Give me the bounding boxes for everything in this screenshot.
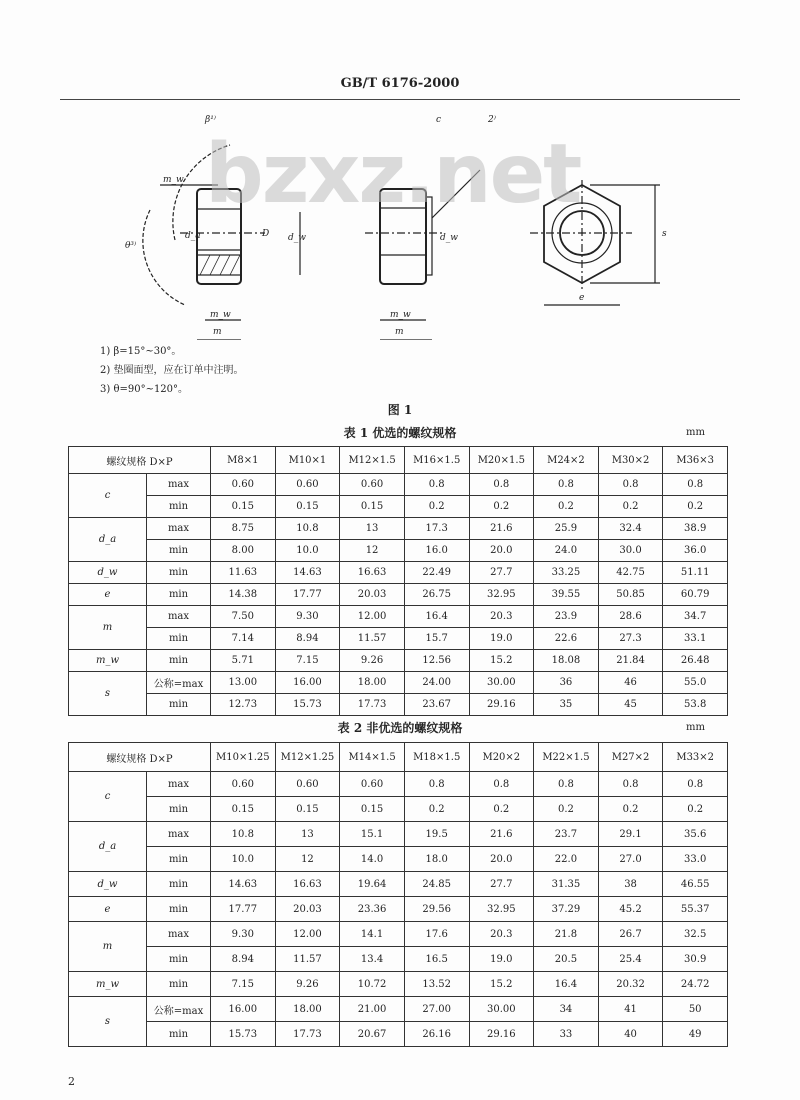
label-dw: d_w bbox=[288, 233, 306, 243]
table-cell: 12 bbox=[340, 540, 405, 562]
table-cell: 0.60 bbox=[275, 474, 340, 496]
row-limit: max bbox=[147, 474, 211, 496]
row-symbol: d_w bbox=[69, 562, 147, 584]
table-cell: 0.60 bbox=[275, 772, 340, 797]
table-cell: 16.00 bbox=[211, 997, 276, 1022]
table-cell: 0.2 bbox=[534, 797, 599, 822]
table-cell: 34.7 bbox=[663, 606, 728, 628]
label-e: e bbox=[579, 293, 585, 303]
row-symbol: m_w bbox=[69, 650, 147, 672]
table-cell: 19.64 bbox=[340, 872, 405, 897]
row-symbol: m_w bbox=[69, 972, 147, 997]
table-cell: 15.2 bbox=[469, 650, 534, 672]
table-cell: 24.0 bbox=[534, 540, 599, 562]
row-limit: min bbox=[147, 540, 211, 562]
table-cell: 22.6 bbox=[534, 628, 599, 650]
row-limit: min bbox=[147, 650, 211, 672]
table-row bbox=[69, 947, 728, 972]
table-cell: 38 bbox=[598, 872, 663, 897]
table-cell: 15.1 bbox=[340, 822, 405, 847]
table-cell: 31.35 bbox=[534, 872, 599, 897]
table-cell: 27.00 bbox=[404, 997, 469, 1022]
row-symbol: c bbox=[69, 772, 147, 822]
table-cell: 0.2 bbox=[469, 496, 534, 518]
table-cell: 0.2 bbox=[598, 496, 663, 518]
row-limit: min bbox=[147, 628, 211, 650]
table-cell: 27.3 bbox=[598, 628, 663, 650]
table-cell: 9.26 bbox=[275, 972, 340, 997]
row-limit: max bbox=[147, 922, 211, 947]
table-cell: 27.7 bbox=[469, 562, 534, 584]
table-cell: 21.6 bbox=[469, 518, 534, 540]
table-cell: 32.95 bbox=[469, 897, 534, 922]
table-cell: 10.0 bbox=[211, 847, 276, 872]
table-cell: 30.9 bbox=[663, 947, 728, 972]
table-cell: 33.25 bbox=[534, 562, 599, 584]
row-limit: min bbox=[147, 797, 211, 822]
label-mw-side: m_w bbox=[390, 310, 411, 320]
table-cell: 12.56 bbox=[404, 650, 469, 672]
table-cell: 9.30 bbox=[211, 922, 276, 947]
table-row bbox=[69, 584, 728, 606]
table-row bbox=[69, 650, 728, 672]
table-cell: 60.79 bbox=[663, 584, 728, 606]
table-cell: 8.00 bbox=[211, 540, 276, 562]
table-cell: 30.00 bbox=[469, 997, 534, 1022]
table-cell: 16.63 bbox=[340, 562, 405, 584]
table-cell: 0.15 bbox=[340, 496, 405, 518]
table-row bbox=[69, 922, 728, 947]
label-s: s bbox=[662, 229, 667, 239]
table-cell: 55.37 bbox=[663, 897, 728, 922]
table1-caption: 表 1 优选的螺纹规格 bbox=[343, 426, 457, 440]
table-cell: 8.94 bbox=[275, 628, 340, 650]
table-row bbox=[69, 628, 728, 650]
table-cell: 14.38 bbox=[211, 584, 276, 606]
table-cell: 20.3 bbox=[469, 922, 534, 947]
table-row bbox=[69, 847, 728, 872]
table-cell: 26.7 bbox=[598, 922, 663, 947]
table-cell: 0.8 bbox=[469, 474, 534, 496]
table-cell: 0.8 bbox=[598, 474, 663, 496]
table-cell: 35 bbox=[534, 694, 599, 716]
table-cell: 0.60 bbox=[340, 772, 405, 797]
table-cell: 16.4 bbox=[534, 972, 599, 997]
table-cell: 36 bbox=[534, 672, 599, 694]
column-header: M20×2 bbox=[469, 743, 534, 772]
table1-unit: mm bbox=[686, 427, 705, 438]
table-row bbox=[69, 822, 728, 847]
table-cell: 20.3 bbox=[469, 606, 534, 628]
column-header: M16×1.5 bbox=[404, 447, 469, 474]
table-cell: 7.14 bbox=[211, 628, 276, 650]
table-cell: 19.0 bbox=[469, 628, 534, 650]
table1-preferred-threads bbox=[68, 446, 728, 716]
table-cell: 20.5 bbox=[534, 947, 599, 972]
header-thread-spec: 螺纹规格 D×P bbox=[69, 743, 211, 772]
table-cell: 33 bbox=[534, 1022, 599, 1047]
column-header: M18×1.5 bbox=[404, 743, 469, 772]
table-cell: 13 bbox=[340, 518, 405, 540]
row-limit: min bbox=[147, 562, 211, 584]
table-cell: 0.2 bbox=[469, 797, 534, 822]
label-m-side: m bbox=[395, 327, 404, 337]
column-header: M24×2 bbox=[534, 447, 599, 474]
figure-notes bbox=[100, 342, 243, 399]
table-cell: 33.0 bbox=[663, 847, 728, 872]
table-cell: 20.0 bbox=[469, 540, 534, 562]
label-m: m bbox=[213, 327, 222, 337]
table2-caption: 表 2 非优选的螺纹规格 bbox=[337, 721, 463, 735]
row-limit: 公称=max bbox=[147, 672, 211, 694]
row-symbol: m bbox=[69, 922, 147, 972]
table-cell: 11.63 bbox=[211, 562, 276, 584]
table-cell: 29.16 bbox=[469, 1022, 534, 1047]
row-limit: min bbox=[147, 947, 211, 972]
table-cell: 16.63 bbox=[275, 872, 340, 897]
table-cell: 25.9 bbox=[534, 518, 599, 540]
row-limit: max bbox=[147, 518, 211, 540]
column-header: M22×1.5 bbox=[534, 743, 599, 772]
table-cell: 0.8 bbox=[404, 474, 469, 496]
table-cell: 29.1 bbox=[598, 822, 663, 847]
table-cell: 35.6 bbox=[663, 822, 728, 847]
row-limit: min bbox=[147, 1022, 211, 1047]
label-c: c bbox=[436, 115, 442, 125]
table-cell: 55.0 bbox=[663, 672, 728, 694]
table-cell: 0.2 bbox=[663, 797, 728, 822]
table-row bbox=[69, 518, 728, 540]
table-cell: 0.2 bbox=[598, 797, 663, 822]
table-cell: 10.72 bbox=[340, 972, 405, 997]
table-row bbox=[69, 997, 728, 1022]
table-cell: 19.5 bbox=[404, 822, 469, 847]
table-cell: 7.50 bbox=[211, 606, 276, 628]
row-limit: min bbox=[147, 972, 211, 997]
table-cell: 40 bbox=[598, 1022, 663, 1047]
table-cell: 30.0 bbox=[598, 540, 663, 562]
row-symbol: c bbox=[69, 474, 147, 518]
row-limit: max bbox=[147, 822, 211, 847]
table-cell: 0.8 bbox=[469, 772, 534, 797]
label-theta: θ³⁾ bbox=[125, 241, 137, 251]
table-cell: 0.8 bbox=[663, 772, 728, 797]
row-limit: max bbox=[147, 772, 211, 797]
table-cell: 12.00 bbox=[340, 606, 405, 628]
label-D: D bbox=[262, 229, 270, 239]
table-row bbox=[69, 797, 728, 822]
table-cell: 15.7 bbox=[404, 628, 469, 650]
table-cell: 23.9 bbox=[534, 606, 599, 628]
table-cell: 18.00 bbox=[340, 672, 405, 694]
table-cell: 24.00 bbox=[404, 672, 469, 694]
table-cell: 36.0 bbox=[663, 540, 728, 562]
table-cell: 0.8 bbox=[404, 772, 469, 797]
table-row bbox=[69, 540, 728, 562]
table-cell: 20.03 bbox=[340, 584, 405, 606]
table-header-row bbox=[69, 743, 728, 772]
table-row bbox=[69, 606, 728, 628]
column-header: M8×1 bbox=[211, 447, 276, 474]
table-cell: 27.0 bbox=[598, 847, 663, 872]
table-cell: 32.95 bbox=[469, 584, 534, 606]
table-cell: 22.0 bbox=[534, 847, 599, 872]
table-row bbox=[69, 496, 728, 518]
table-cell: 14.63 bbox=[211, 872, 276, 897]
table-cell: 51.11 bbox=[663, 562, 728, 584]
row-limit: min bbox=[147, 694, 211, 716]
table-cell: 13 bbox=[275, 822, 340, 847]
column-header: M12×1.5 bbox=[340, 447, 405, 474]
table-row bbox=[69, 1022, 728, 1047]
table-cell: 26.75 bbox=[404, 584, 469, 606]
table-cell: 0.8 bbox=[534, 772, 599, 797]
table-cell: 20.67 bbox=[340, 1022, 405, 1047]
table-cell: 17.77 bbox=[211, 897, 276, 922]
table-cell: 26.48 bbox=[663, 650, 728, 672]
table-cell: 14.1 bbox=[340, 922, 405, 947]
row-symbol: d_a bbox=[69, 518, 147, 562]
label-da: d_a bbox=[185, 231, 201, 241]
table-row bbox=[69, 772, 728, 797]
note-2: 2) 垫圈面型，应在订单中注明。 bbox=[100, 365, 244, 376]
column-header: M33×2 bbox=[663, 743, 728, 772]
page-number: 2 bbox=[68, 1075, 75, 1088]
label-note2: 2⁾ bbox=[488, 115, 496, 125]
table-cell: 18.08 bbox=[534, 650, 599, 672]
table-cell: 0.8 bbox=[663, 474, 728, 496]
watermark: bzxz.net bbox=[205, 127, 581, 222]
table-cell: 24.85 bbox=[404, 872, 469, 897]
table-cell: 16.4 bbox=[404, 606, 469, 628]
column-header: M36×3 bbox=[663, 447, 728, 474]
table-cell: 21.8 bbox=[534, 922, 599, 947]
table-cell: 20.03 bbox=[275, 897, 340, 922]
row-limit: max bbox=[147, 606, 211, 628]
table-cell: 0.15 bbox=[211, 797, 276, 822]
table-cell: 7.15 bbox=[211, 972, 276, 997]
table-cell: 0.60 bbox=[211, 474, 276, 496]
table-cell: 17.73 bbox=[275, 1022, 340, 1047]
table-cell: 15.2 bbox=[469, 972, 534, 997]
table-cell: 26.16 bbox=[404, 1022, 469, 1047]
table-cell: 29.16 bbox=[469, 694, 534, 716]
column-header: M10×1 bbox=[275, 447, 340, 474]
table-cell: 13.52 bbox=[404, 972, 469, 997]
table-cell: 11.57 bbox=[275, 947, 340, 972]
table-cell: 0.15 bbox=[340, 797, 405, 822]
table-cell: 7.15 bbox=[275, 650, 340, 672]
table-cell: 10.0 bbox=[275, 540, 340, 562]
label-mw-bottom: m_w bbox=[210, 310, 231, 320]
table-row bbox=[69, 972, 728, 997]
note-3: 3) θ=90°~120°。 bbox=[100, 384, 189, 395]
table-cell: 0.2 bbox=[404, 496, 469, 518]
table-cell: 0.15 bbox=[275, 797, 340, 822]
column-header: M10×1.25 bbox=[211, 743, 276, 772]
table-cell: 0.60 bbox=[340, 474, 405, 496]
table-cell: 18.00 bbox=[275, 997, 340, 1022]
row-limit: min bbox=[147, 496, 211, 518]
table-cell: 0.8 bbox=[534, 474, 599, 496]
label-mw: m_w bbox=[163, 175, 184, 185]
table-cell: 13.4 bbox=[340, 947, 405, 972]
table-row bbox=[69, 694, 728, 716]
table-cell: 10.8 bbox=[211, 822, 276, 847]
table-cell: 23.36 bbox=[340, 897, 405, 922]
table-cell: 49 bbox=[663, 1022, 728, 1047]
table-cell: 9.26 bbox=[340, 650, 405, 672]
table-row bbox=[69, 897, 728, 922]
table-cell: 46.55 bbox=[663, 872, 728, 897]
table-cell: 41 bbox=[598, 997, 663, 1022]
table-row bbox=[69, 672, 728, 694]
table-cell: 16.5 bbox=[404, 947, 469, 972]
table-cell: 32.4 bbox=[598, 518, 663, 540]
table2-unit: mm bbox=[686, 722, 705, 733]
table-cell: 0.15 bbox=[211, 496, 276, 518]
table-cell: 8.75 bbox=[211, 518, 276, 540]
row-symbol: e bbox=[69, 897, 147, 922]
table-cell: 14.63 bbox=[275, 562, 340, 584]
label-dw-side: d_w bbox=[440, 233, 458, 243]
table-cell: 5.71 bbox=[211, 650, 276, 672]
header-thread-spec: 螺纹规格 D×P bbox=[69, 447, 211, 474]
table-cell: 0.15 bbox=[275, 496, 340, 518]
table-cell: 12 bbox=[275, 847, 340, 872]
table-cell: 45 bbox=[598, 694, 663, 716]
table-cell: 21.84 bbox=[598, 650, 663, 672]
table-cell: 0.2 bbox=[534, 496, 599, 518]
table-cell: 12.00 bbox=[275, 922, 340, 947]
table-cell: 19.0 bbox=[469, 947, 534, 972]
row-symbol: e bbox=[69, 584, 147, 606]
table-cell: 45.2 bbox=[598, 897, 663, 922]
column-header: M20×1.5 bbox=[469, 447, 534, 474]
table-cell: 37.29 bbox=[534, 897, 599, 922]
table-cell: 9.30 bbox=[275, 606, 340, 628]
table-cell: 46 bbox=[598, 672, 663, 694]
table-cell: 16.0 bbox=[404, 540, 469, 562]
table-cell: 24.72 bbox=[663, 972, 728, 997]
table-cell: 20.0 bbox=[469, 847, 534, 872]
table-cell: 34 bbox=[534, 997, 599, 1022]
row-limit: min bbox=[147, 897, 211, 922]
table-cell: 12.73 bbox=[211, 694, 276, 716]
table2-non-preferred-threads bbox=[68, 742, 728, 1047]
row-symbol: d_w bbox=[69, 872, 147, 897]
table-cell: 16.00 bbox=[275, 672, 340, 694]
row-symbol: s bbox=[69, 997, 147, 1047]
table-cell: 28.6 bbox=[598, 606, 663, 628]
table-cell: 42.75 bbox=[598, 562, 663, 584]
table-cell: 39.55 bbox=[534, 584, 599, 606]
row-symbol: s bbox=[69, 672, 147, 716]
table-cell: 29.56 bbox=[404, 897, 469, 922]
table-row bbox=[69, 474, 728, 496]
table-cell: 20.32 bbox=[598, 972, 663, 997]
table-cell: 21.00 bbox=[340, 997, 405, 1022]
table-cell: 30.00 bbox=[469, 672, 534, 694]
table-cell: 38.9 bbox=[663, 518, 728, 540]
note-1: 1) β=15°~30°。 bbox=[100, 346, 182, 357]
row-limit: 公称=max bbox=[147, 997, 211, 1022]
table-row bbox=[69, 562, 728, 584]
row-symbol: m bbox=[69, 606, 147, 650]
table-cell: 23.7 bbox=[534, 822, 599, 847]
column-header: M30×2 bbox=[598, 447, 663, 474]
column-header: M12×1.25 bbox=[275, 743, 340, 772]
table-cell: 32.5 bbox=[663, 922, 728, 947]
table-cell: 27.7 bbox=[469, 872, 534, 897]
table-cell: 0.8 bbox=[598, 772, 663, 797]
table-cell: 53.8 bbox=[663, 694, 728, 716]
row-limit: min bbox=[147, 584, 211, 606]
table-cell: 0.2 bbox=[663, 496, 728, 518]
table-cell: 13.00 bbox=[211, 672, 276, 694]
column-header: M27×2 bbox=[598, 743, 663, 772]
table-cell: 8.94 bbox=[211, 947, 276, 972]
table-cell: 14.0 bbox=[340, 847, 405, 872]
table-cell: 17.3 bbox=[404, 518, 469, 540]
table-cell: 22.49 bbox=[404, 562, 469, 584]
column-header: M14×1.5 bbox=[340, 743, 405, 772]
table-cell: 17.6 bbox=[404, 922, 469, 947]
standard-number: GB/T 6176-2000 bbox=[340, 76, 460, 91]
table-cell: 33.1 bbox=[663, 628, 728, 650]
table-cell: 23.67 bbox=[404, 694, 469, 716]
table-cell: 21.6 bbox=[469, 822, 534, 847]
table-cell: 0.2 bbox=[404, 797, 469, 822]
table-cell: 15.73 bbox=[275, 694, 340, 716]
table-cell: 10.8 bbox=[275, 518, 340, 540]
table-header-row bbox=[69, 447, 728, 474]
table-cell: 17.73 bbox=[340, 694, 405, 716]
table-cell: 25.4 bbox=[598, 947, 663, 972]
row-limit: min bbox=[147, 872, 211, 897]
row-limit: min bbox=[147, 847, 211, 872]
table-row bbox=[69, 872, 728, 897]
label-beta: β¹⁾ bbox=[205, 115, 217, 125]
row-symbol: d_a bbox=[69, 822, 147, 872]
table-cell: 11.57 bbox=[340, 628, 405, 650]
table-cell: 17.77 bbox=[275, 584, 340, 606]
table-cell: 15.73 bbox=[211, 1022, 276, 1047]
table-cell: 18.0 bbox=[404, 847, 469, 872]
table-cell: 50 bbox=[663, 997, 728, 1022]
figure-caption: 图 1 bbox=[387, 403, 413, 417]
table-cell: 50.85 bbox=[598, 584, 663, 606]
table-cell: 0.60 bbox=[211, 772, 276, 797]
